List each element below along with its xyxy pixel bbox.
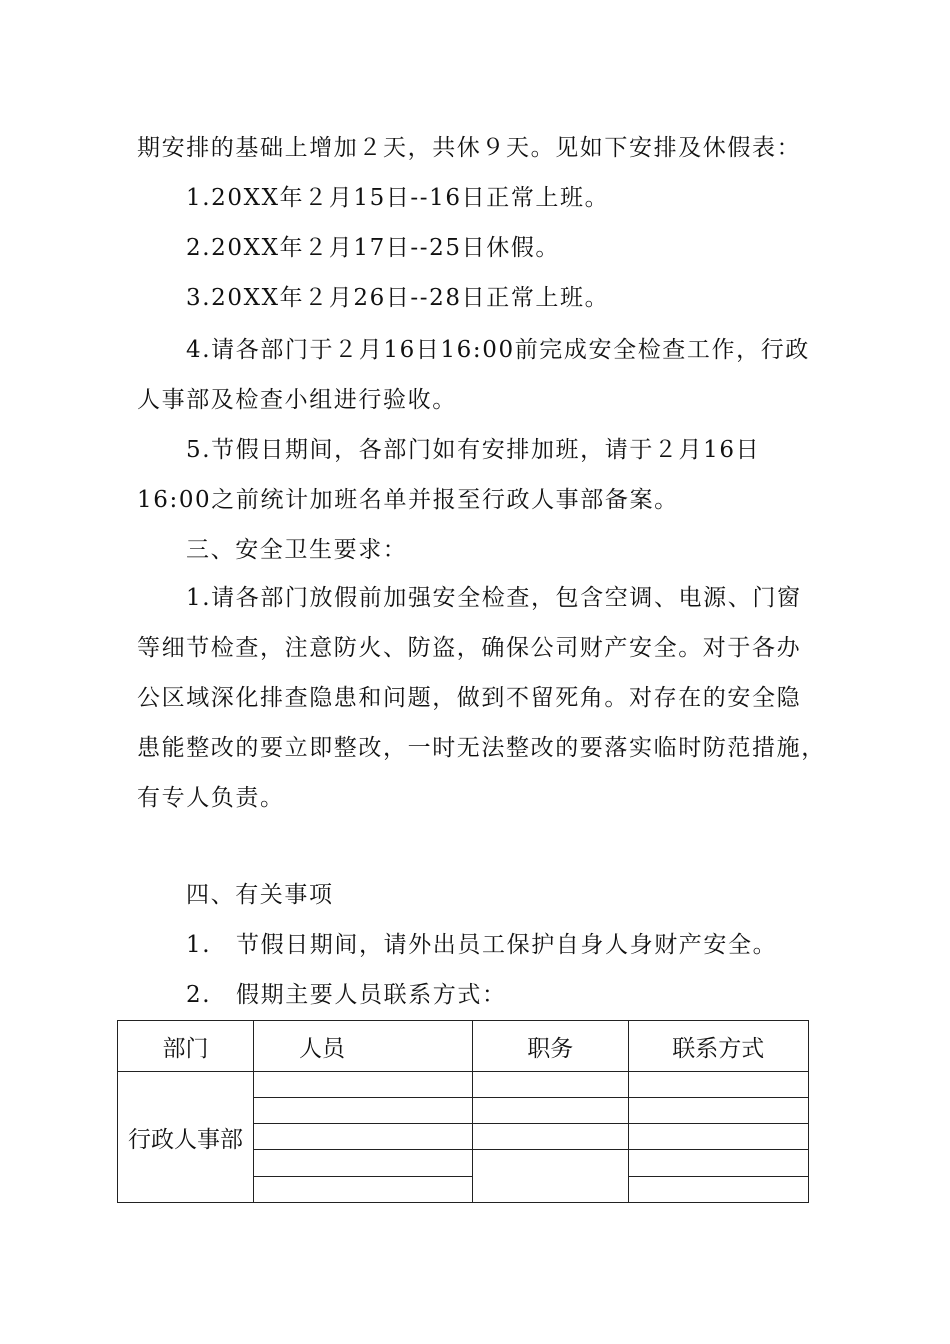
item-text: 假期主要人员联系方式： [236, 982, 507, 1008]
contact-cell [628, 1177, 809, 1203]
table-row [118, 1072, 809, 1098]
person-cell [254, 1177, 473, 1203]
header-contact: 联系方式 [628, 1021, 809, 1072]
person-cell [254, 1098, 473, 1124]
person-cell [254, 1124, 473, 1150]
item-text: 节假日期间，请外出员工保护自身人身财产安全。 [236, 932, 778, 958]
position-cell [473, 1150, 628, 1203]
paragraph-line: 期安排的基础上增加２天，共休９天。见如下安排及休假表： [137, 135, 802, 161]
schedule-item-5-cont: 16:00之前统计加班名单并报至行政人事部备案。 [137, 487, 679, 513]
safety-item-1-cont: 等细节检查，注意防火、防盗，确保公司财产安全。对于各办 [137, 635, 802, 661]
contact-cell [628, 1150, 809, 1177]
safety-item-1-cont: 公区域深化排查隐患和问题，做到不留死角。对存在的安全隐 [137, 685, 802, 711]
safety-item-1-cont: 患能整改的要立即整改，一时无法整改的要落实临时防范措施， [137, 735, 826, 761]
schedule-item-1: 1.20XX年２月15日--16日正常上班。 [186, 185, 610, 211]
contacts-table [117, 1020, 809, 1203]
schedule-item-2: 2.20XX年２月17日--25日休假。 [186, 235, 561, 261]
schedule-item-5: 5.节假日期间，各部门如有安排加班，请于２月16日 [186, 437, 761, 463]
table-header-row [118, 1021, 809, 1072]
schedule-item-4-cont: 人事部及检查小组进行验收。 [137, 387, 457, 413]
item-number: 2. [186, 982, 212, 1008]
schedule-item-3: 3.20XX年２月26日--28日正常上班。 [186, 285, 610, 311]
position-cell [473, 1098, 628, 1124]
header-department: 部门 [118, 1021, 254, 1072]
header-person: 人员 [254, 1021, 473, 1072]
person-cell [254, 1072, 473, 1098]
contact-cell [628, 1098, 809, 1124]
department-cell: 行政人事部 [118, 1072, 254, 1203]
contact-cell [628, 1124, 809, 1150]
safety-item-1: 1.请各部门放假前加强安全检查，包含空调、电源、门窗 [186, 585, 802, 611]
matter-item-2 [186, 980, 507, 1010]
person-cell [254, 1150, 473, 1177]
section-heading-4: 四、有关事项 [186, 882, 334, 908]
schedule-item-4: 4.请各部门于２月16日16:00前完成安全检查工作，行政 [186, 337, 810, 363]
position-cell [473, 1072, 628, 1098]
section-heading-3: 三、安全卫生要求： [186, 537, 408, 563]
item-number: 1. [186, 932, 212, 958]
position-cell [473, 1124, 628, 1150]
safety-item-1-cont: 有专人负责。 [137, 785, 285, 811]
contact-cell [628, 1072, 809, 1098]
matter-item-1 [186, 930, 777, 960]
header-position: 职务 [473, 1021, 628, 1072]
